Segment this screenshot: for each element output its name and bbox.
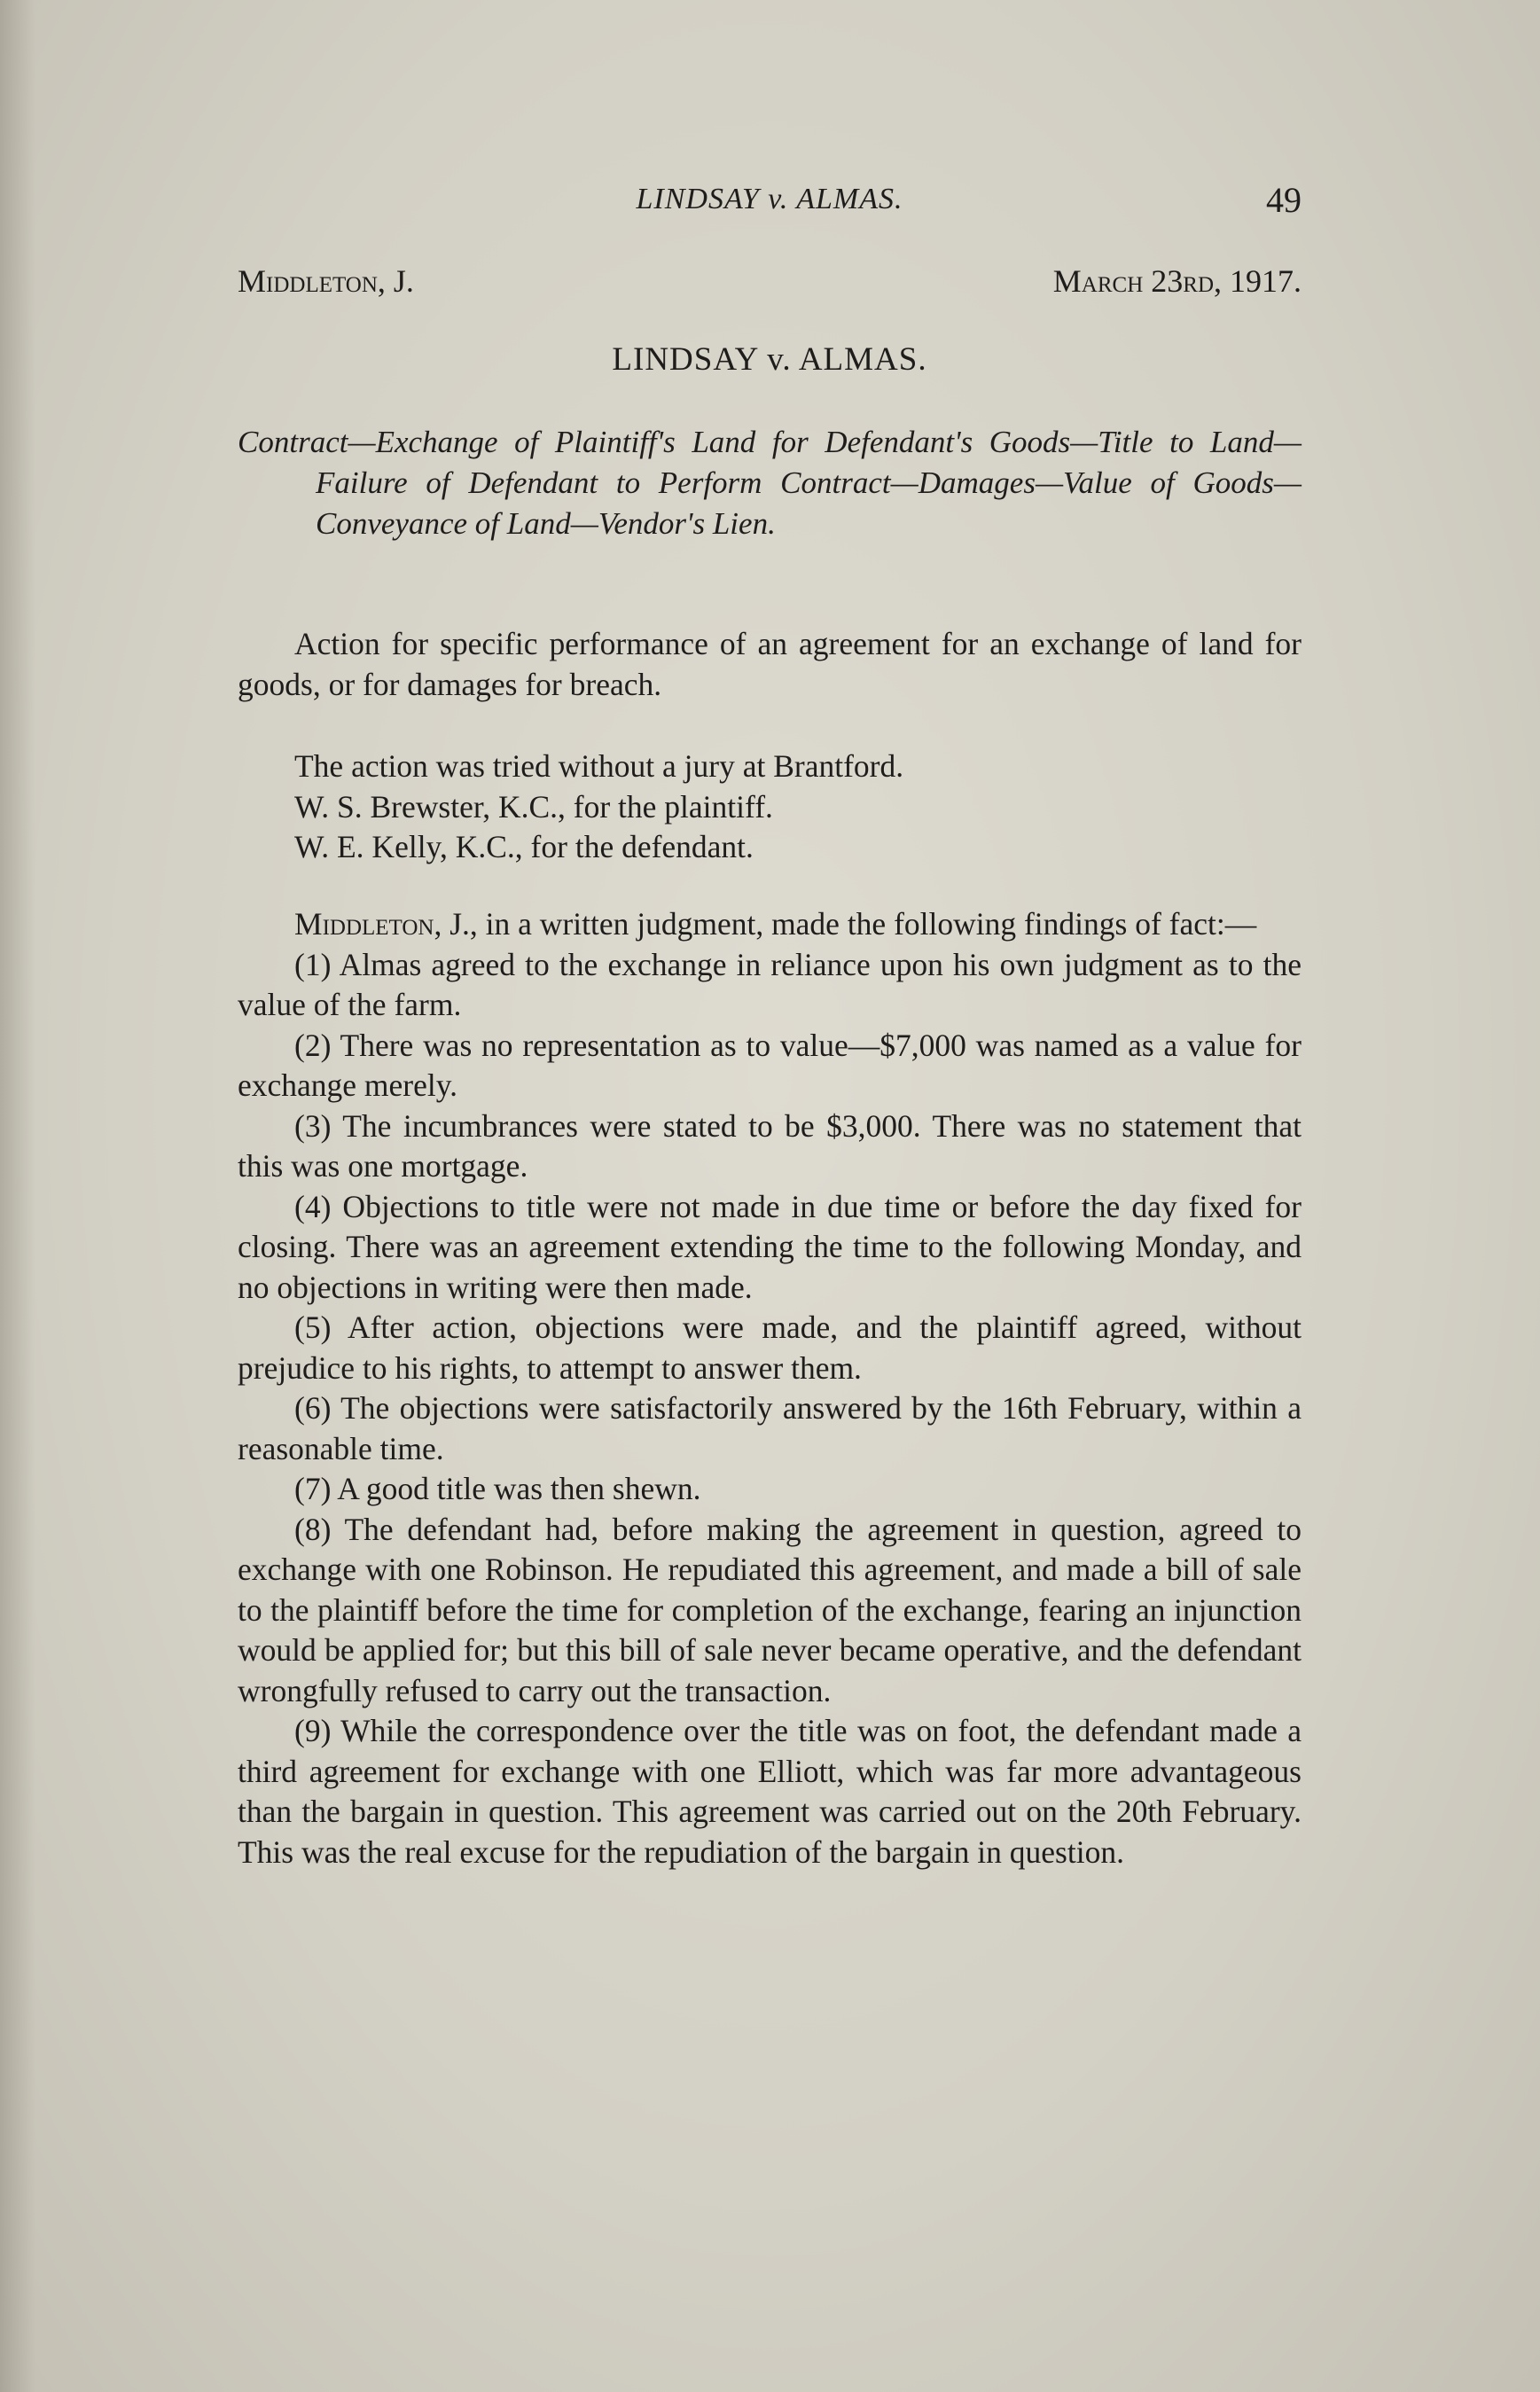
trial-section — [238, 747, 1302, 868]
judgment-intro-text: , in a written judgment, made the following findings of fact:— — [469, 906, 1257, 942]
headnote: Contract—Exchange of Plaintiff's Land for Defendant's Goods—Title to Land—Failure of Defendant to Perform Contract—Damages—Value of Goods—Conveyance of Land—Vendor's Lien. — [238, 425, 1302, 541]
plaintiff-counsel: W. S. Brewster, K.C., for the plaintiff. — [294, 788, 773, 825]
court-line — [238, 262, 1302, 307]
finding-1: (1) Almas agreed to the exchange in reliance upon his own judgment as to the value of the farm. — [238, 946, 1302, 1022]
judgment-intro — [238, 904, 1302, 945]
running-title: LINDSAY v. ALMAS. — [636, 183, 903, 215]
finding-3: (3) The incumbrances were stated to be $3,000. There was no statement that this was one mortgage. — [238, 1107, 1302, 1184]
finding-8: (8) The defendant had, before making the agreement in question, agreed to exchange with one Robinson. He repudiated this agreement, and made a bill of sale to the plaintiff before the time for completion of the exchange, fearing an injunction would be applied for; but this bill of sale never became operative, and the defendant wrongfully refused to carry out the transaction. — [238, 1511, 1302, 1708]
findings-section — [238, 904, 1302, 1872]
finding-5: (5) After action, objections were made, and the plaintiff agreed, without prejudice to his rights, to attempt to answer them. — [238, 1309, 1302, 1386]
trial-venue: The action was tried without a jury at Brantford. — [294, 748, 904, 784]
intro-paragraph: Action for specific performance of an agreement for an exchange of land for goods, or for damages for breach. — [238, 626, 1302, 702]
intro-section — [238, 624, 1302, 705]
finding-9: (9) While the correspondence over the title was on foot, the defendant made a third agreement for exchange with one Elliott, which was far more advantageous than the bargain in question. This agreement was carried out on the 20th February. This was the real excuse for the repudiation of the bargain in question. — [238, 1713, 1302, 1870]
finding-4: (4) Objections to title were not made in due time or before the day fixed for closing. There was an agreement extending the time to the following Monday, and no objections in writing were then made. — [238, 1188, 1302, 1305]
defendant-counsel: W. E. Kelly, K.C., for the defendant. — [294, 829, 754, 864]
case-title: LINDSAY v. ALMAS. — [612, 341, 927, 378]
finding-6: (6) The objections were satisfactorily answered by the 16th February, within a reasonable time. — [238, 1390, 1302, 1466]
judgment-judge: Middleton, J. — [294, 906, 470, 942]
court-judge: Middleton, J. — [238, 263, 414, 299]
finding-7: (7) A good title was then shewn. — [294, 1471, 701, 1506]
court-date: March 23rd, 1917. — [1052, 263, 1302, 299]
finding-2: (2) There was no representation as to value—$7,000 was named as a value for exchange merely. — [238, 1027, 1302, 1103]
page-number: 49 — [1266, 180, 1302, 220]
running-head — [238, 177, 1302, 231]
